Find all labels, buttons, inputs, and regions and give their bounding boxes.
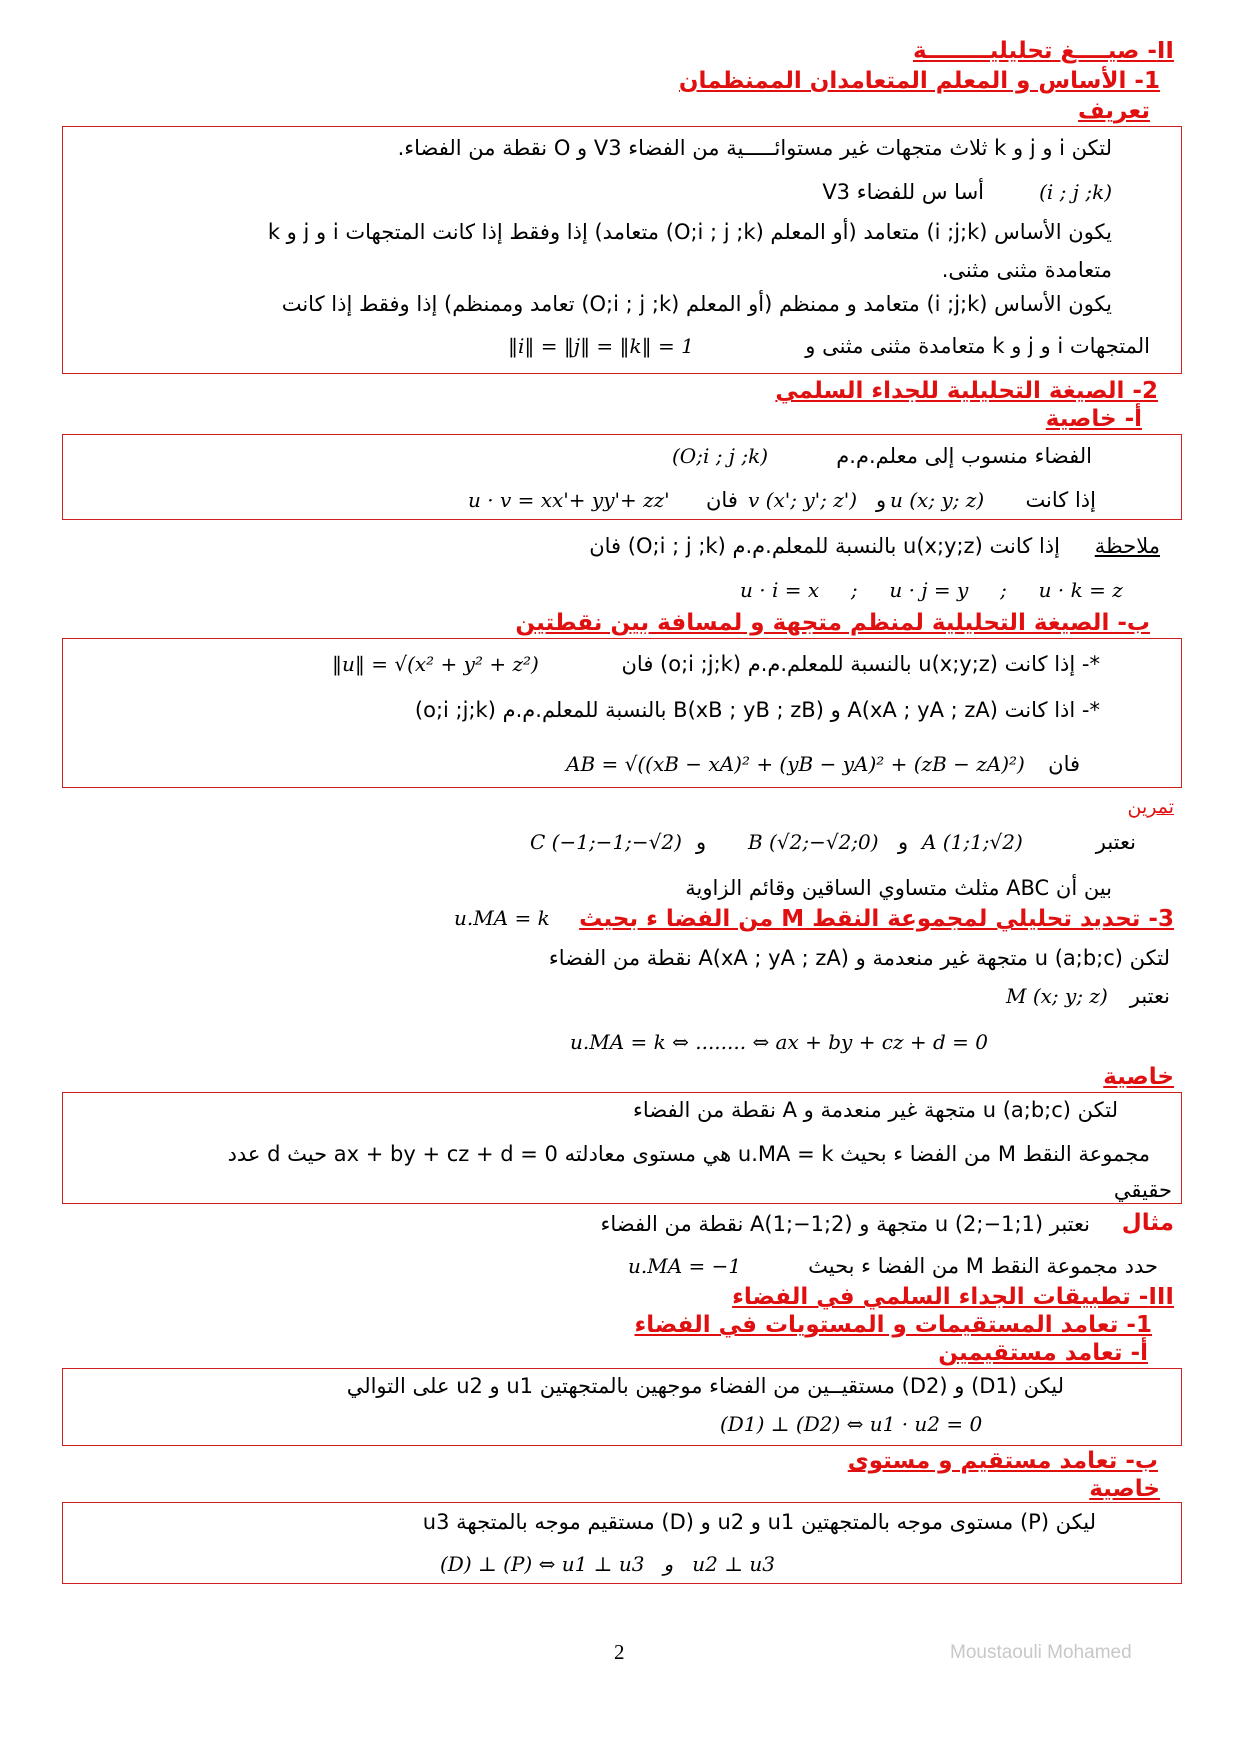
note-text: إذا كانت u(x;y;z) بالنسبة للمعلم.م.م (O;i ; j ;k) فان <box>589 534 1060 558</box>
section-1-title: 1- الأساس و المعلم المتعامدان الممنظمان <box>678 68 1160 94</box>
exercise-point-B: B (√2;−√2;0) <box>748 830 879 854</box>
section-III-1-title: 1- تعامد المستقيمات و المستويات في الفضاء <box>634 1312 1152 1338</box>
plane-property-line-1: لتكن u (a;b;c) متجهة غير منعدمة و A نقطة من الفضاء <box>633 1098 1118 1122</box>
page-number: 2 <box>614 1640 625 1664</box>
perpendicular-lines-line-1: ليكن (D1) و (D2) مستقيــين من الفضاء موجهين بالمتجهتين u1 و u2 على التوالي <box>346 1374 1064 1398</box>
section-3-title-math: u.MA = k <box>454 906 550 930</box>
section-2-title: 2- الصيغة التحليلية للجداء السلمي <box>775 378 1158 404</box>
exercise-consider: نعتبر <box>1095 830 1136 854</box>
exercise-point-A: A (1;1;√2) <box>922 830 1023 854</box>
scalar-v-math: v (x'; y'; z') <box>748 488 858 512</box>
distance-line-2: *- اذا كانت A(xA ; yA ; zA) و B(xB ; yB ; zB) بالنسبة للمعلم.م.م (o;i ;j;k) <box>414 698 1100 722</box>
section-3-line-1: لتكن u (a;b;c) متجهة غير منعدمة و A(xA ; yA ; zA) نقطة من الفضاء <box>548 946 1170 970</box>
definition-basis-math: (i ; j ;k) <box>1039 180 1112 204</box>
scalar-u-math: u (x; y; z) <box>890 488 985 512</box>
definition-line-4: متعامدة مثنى مثنى. <box>941 258 1112 282</box>
definition-line-5: يكون الأساس (i ;j;k) متعامد و ممنظم (أو المعلم (O;i ; j ;k) تعامد وممنظم) إذا وفقط إذا كانت <box>281 292 1112 316</box>
scalar-frame-math: (O;i ; j ;k) <box>672 444 769 468</box>
plane-property-line-2: مجموعة النقط M من الفضا ء بحيث u.MA = k هي مستوى معادلته ax + by + cz + d = 0 حيث d عدد <box>227 1142 1150 1166</box>
norm-line-1: *- إذا كانت u(x;y;z) بالنسبة للمعلم.م.م (o;i ;j;k) فان <box>621 652 1100 676</box>
perpendicular-lines-title: أ- تعامد مستقيمين <box>938 1340 1148 1366</box>
definition-label: تعريف <box>1078 98 1150 124</box>
scalar-line-1: الفضاء منسوب إلى معلم.م.م <box>836 444 1092 468</box>
section-3-title: 3- تحديد تحليلي لمجموعة النقط M من الفضا ء بحيث <box>579 906 1174 932</box>
scalar-then: فان <box>706 488 738 512</box>
note-label: ملاحظة <box>1094 534 1160 558</box>
property-label: خاصية <box>1103 1064 1174 1090</box>
perpendicular-line-plane-title: ب- تعامد مستقيم و مستوى <box>847 1448 1158 1474</box>
example-line-1: نعتبر u (2;−1;1) متجهة و A(1;−1;2) نقطة من الفضاء <box>600 1212 1090 1236</box>
scalar-dot-math: u · v = xx'+ yy'+ zz' <box>468 488 670 512</box>
definition-line-3: يكون الأساس (i ;j;k) متعامد (أو المعلم (O;i ; j ;k) متعامد) إذا وفقط إذا كانت المتجهات i و j و k <box>267 220 1112 244</box>
property-a-title: أ- خاصية <box>1045 406 1142 432</box>
example-math: u.MA = −1 <box>628 1254 742 1278</box>
section-II-title: II- صيــــغ تحليليــــــــة <box>912 38 1174 64</box>
example-label: مثال <box>1121 1210 1174 1236</box>
section-3-point-M: M (x; y; z) <box>1006 984 1108 1008</box>
note-math: u · i = x ; u · j = y ; u · k = z <box>740 578 1123 602</box>
example-line-2: حدد مجموعة النقط M من الفضا ء بحيث <box>808 1254 1158 1278</box>
plane-property-line-3: حقيقي <box>1113 1178 1172 1202</box>
property-b-title: ب- الصيغة التحليلية لمنظم متجهة و لمسافة بين نقطتين <box>515 610 1150 636</box>
definition-line-1: لتكن i و j و k ثلاث متجهات غير مستوائـــــية من الفضاء V3 و O نقطة من الفضاء. <box>397 136 1112 160</box>
definition-line-2: أسا س للفضاء V3 <box>822 180 984 204</box>
section-3-equivalence-math: u.MA = k ⇔ ........ ⇔ ax + by + cz + d = 0 <box>570 1030 989 1054</box>
definition-line-6: المتجهات i و j و k متعامدة مثنى مثنى و <box>805 334 1150 358</box>
section-III-title: III- تطبيقات الجداء السلمي في الفضاء <box>732 1284 1174 1310</box>
line-plane-line-1: ليكن (P) مستوى موجه بالمتجهتين u1 و u2 و (D) مستقيم موجه بالمتجهة u3 <box>422 1510 1096 1534</box>
scalar-and: و <box>876 488 887 512</box>
norm-math: ‖u‖ = √(x² + y² + z²) <box>332 652 539 676</box>
exercise-label: تمرين <box>1127 796 1174 818</box>
property-label-2: خاصية <box>1089 1476 1160 1502</box>
line-plane-math: (D) ⊥ (P) ⇔ u1 ⊥ u3 و u2 ⊥ u3 <box>440 1552 775 1576</box>
exercise-and-2: و <box>696 830 707 854</box>
definition-norm-math: ‖i‖ = ‖j‖ = ‖k‖ = 1 <box>508 334 694 358</box>
scalar-line-2-if: إذا كانت <box>1025 488 1096 512</box>
exercise-point-C: C (−1;−1;−√2) <box>530 830 682 854</box>
exercise-and-1: و <box>898 830 909 854</box>
author-name: Moustaouli Mohamed <box>950 1642 1132 1663</box>
exercise-line-2: بين أن ABC مثلث متساوي الساقين وقائم الزاوية <box>685 876 1112 900</box>
section-3-consider: نعتبر <box>1129 984 1170 1008</box>
perpendicular-lines-math: (D1) ⊥ (D2) ⇔ u1 · u2 = 0 <box>720 1412 983 1436</box>
distance-math: AB = √((xB − xA)² + (yB − yA)² + (zB − zA)²) <box>566 752 1025 776</box>
distance-then: فان <box>1048 752 1080 776</box>
